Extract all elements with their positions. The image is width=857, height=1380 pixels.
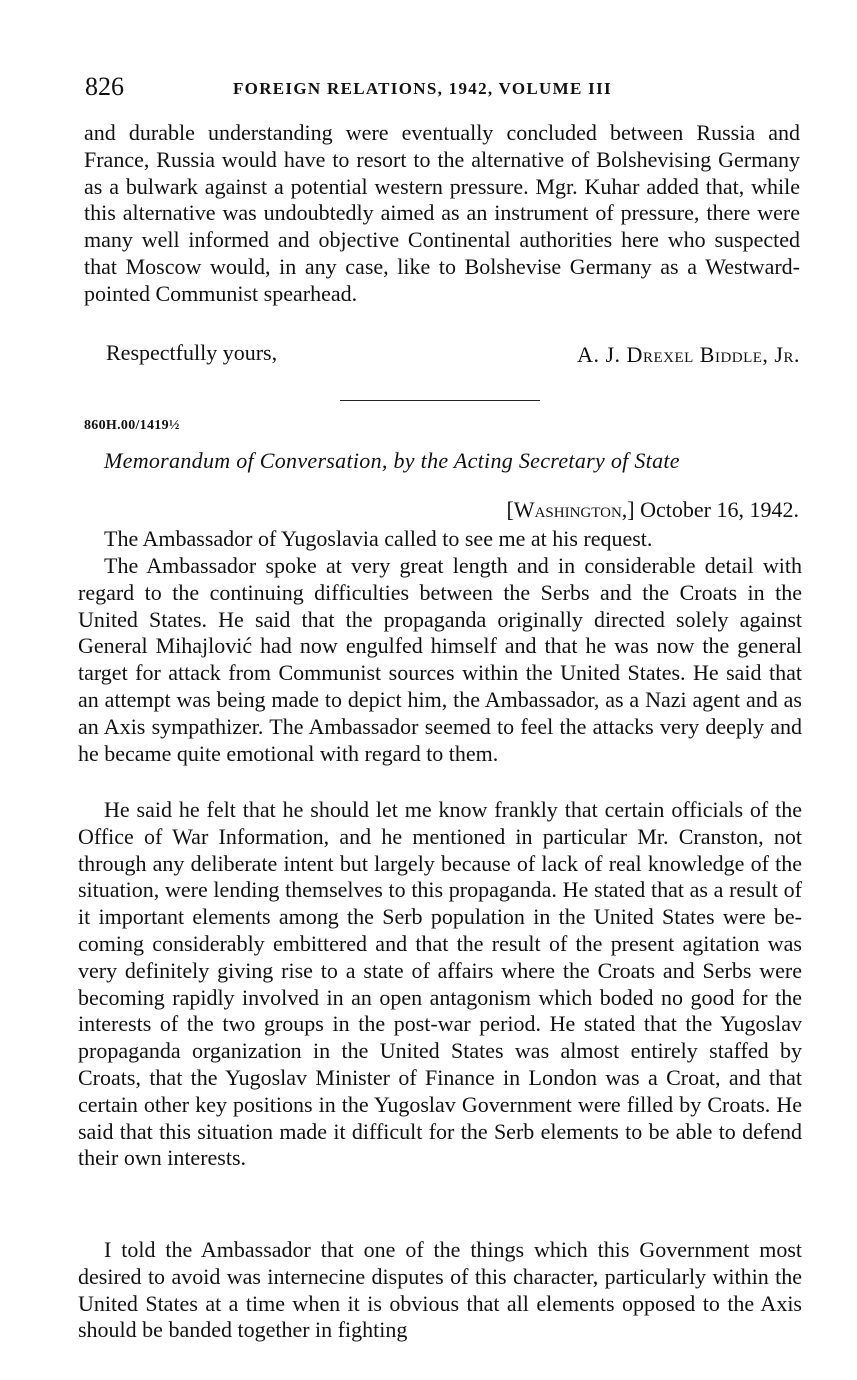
running-header xyxy=(85,72,800,104)
body-paragraph: The Ambassador spoke at very great length and in considerable detail with regard to the continuing difficulties between the Serbs and the Croats in the United States. He said that the propaganda originally directed solely against General Mihajlović had now engulfed himself and that he was now the general target for attack from Communist sources within the United States. He said that an attempt was being made to depict him, the Ambassador, as a Nazi agent and as an Axis sympathizer. The Ambassador seemed to feel the attacks very deeply and he became quite emotional with regard to them. xyxy=(78,553,802,766)
dateline-place: [Washington,] xyxy=(506,497,635,522)
continued-paragraph: and durable understanding were eventually concluded between Russia and France, Russia would have to resort to the alternative of Bolshevising Germany as a bulwark against a potential western pressure. Mgr. Kuhar added that, while this alternative was undoubtedly aimed as an instrument of pressure, there were many well informed and objective Continental authorities here who suspected that Moscow would, in any case, like to Bolshevise Germany as a Westward-pointed Communist spearhead. xyxy=(84,120,800,306)
dateline-date: October 16, 1942. xyxy=(640,497,799,522)
file-number: 860H.00/1419½ xyxy=(84,418,180,433)
signature: A. J. Drexel Biddle, Jr. xyxy=(577,342,800,367)
page-number: 826 xyxy=(85,72,124,101)
closing-salutation: Respectfully yours, xyxy=(106,340,278,365)
dateline xyxy=(506,497,799,523)
running-header-title: FOREIGN RELATIONS, 1942, VOLUME III xyxy=(233,79,612,98)
letter-closing xyxy=(84,340,800,370)
body-paragraph: He said he felt that he should let me know frankly that certain officials of the Office of War Information, and he mentioned in particular Mr. Cranston, not through any deliberate intent but largely because of lack of real knowledge of the situation, were lending themselves to this propaganda. He stated that as a result of it important elements among the Serb population in the United States were becoming considerably embittered and that the result of the present agitation was very definitely giving rise to a state of affairs where the Croats and Serbs were becoming rapidly involved in an open antagonism which boded no good for the interests of the two groups in the post-war period. He stated that the Yugoslav propaganda organization in the United States was almost entirely staffed by Croats, that the Yugoslav Minister of Finance in London was a Croat, and that certain other key positions in the Yugoslav Government were filled by Croats. He said that this situation made it difficult for the Serb elements to be able to defend their own interests. xyxy=(78,797,802,1171)
body-paragraph: I told the Ambassador that one of the things which this Government most desired to avoid was internecine disputes of this character, particularly within the United States at a time when it is obvious that all elements opposed to the Axis should be banded together in fighting xyxy=(78,1237,802,1343)
section-divider xyxy=(340,400,540,401)
body-paragraph: The Ambassador of Yugoslavia called to see me at his request. xyxy=(104,526,653,551)
document-title: Memorandum of Conversation, by the Acting Secretary of State xyxy=(104,448,680,473)
